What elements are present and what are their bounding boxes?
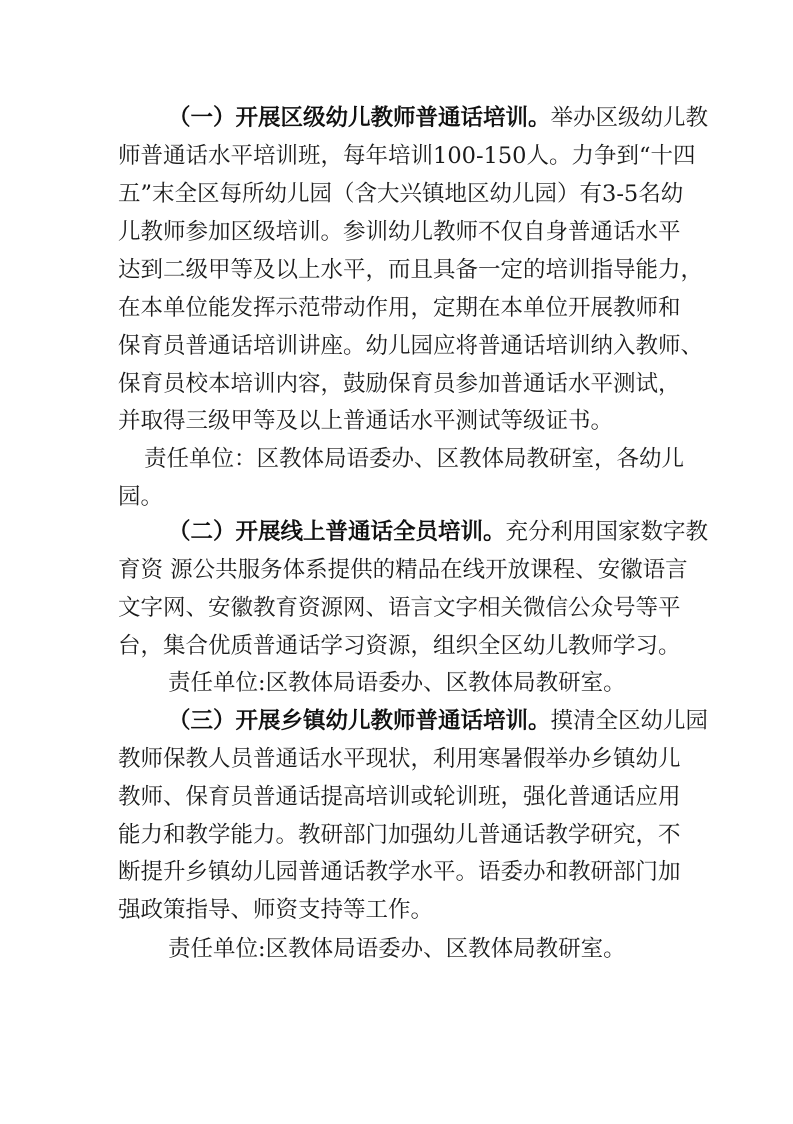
section-3-first-line — [168, 706, 738, 736]
responsibility-line: 责任单位:区教体局语委办、区教体局教研室。 — [168, 936, 626, 962]
paragraph-line: 并取得三级甲等及以上普通话水平测试等级证书。 — [118, 408, 614, 434]
paragraph-line: 台，集合优质普通话学习资源，组织全区幼儿教师学习。 — [118, 633, 681, 659]
section-1-heading: （一）开展区级幼儿教师普通话培训。 — [168, 105, 551, 131]
section-1-text: 举办区级幼儿教 — [550, 105, 709, 131]
paragraph-line: 断提升乡镇幼儿园普通话教学水平。语委办和教研部门加 — [118, 859, 681, 885]
section-1-first-line — [168, 103, 738, 133]
responsibility-line: 责任单位:区教体局语委办、区教体局教研室。 — [168, 670, 626, 696]
paragraph-line: 文字网、安徽教育资源网、语言文字相关微信公众号等平 — [118, 595, 681, 621]
paragraph-line: 保育员普通话培训讲座。幼儿园应将普通话培训纳入教师、 — [118, 333, 704, 359]
section-2-text: 充分利用国家数字教 — [505, 519, 709, 545]
section-3-heading: （三）开展乡镇幼儿教师普通话培训。 — [168, 708, 551, 734]
section-3-text: 摸清全区幼儿园 — [550, 708, 709, 734]
paragraph-line: 师普通话水平培训班，每年培训100-150人。力争到“十四 — [118, 143, 696, 169]
paragraph-line: 保育员校本培训内容，鼓励保育员参加普通话水平测试， — [118, 371, 681, 397]
paragraph-line: 五”末全区每所幼儿园（含大兴镇地区幼儿园）有3-5名幼 — [118, 181, 684, 207]
section-2-heading: （二）开展线上普通话全员培训。 — [168, 519, 506, 545]
paragraph-line: 育资 源公共服务体系提供的精品在线开放课程、安徽语言 — [118, 557, 688, 583]
paragraph-line: 在本单位能发挥示范带动作用，定期在本单位开展教师和 — [118, 295, 681, 321]
responsibility-line: 园。 — [118, 484, 164, 510]
paragraph-line: 强政策指导、师资支持等工作。 — [118, 897, 434, 923]
responsibility-line: 责任单位：区教体局语委办、区教体局教研室，各幼儿 — [144, 446, 685, 472]
paragraph-line: 教师、保育员普通话提高培训或轮训班，强化普通话应用 — [118, 784, 681, 810]
paragraph-line: 教师保教人员普通话水平现状，利用寒暑假举办乡镇幼儿 — [118, 746, 681, 772]
paragraph-line: 达到二级甲等及以上水平，而且具备一定的培训指导能力， — [118, 257, 704, 283]
paragraph-line: 儿教师参加区级培训。参训幼儿教师不仅自身普通话水平 — [118, 219, 681, 245]
paragraph-line: 能力和教学能力。教研部门加强幼儿普通话教学研究，不 — [118, 822, 681, 848]
section-2-first-line — [168, 517, 738, 547]
